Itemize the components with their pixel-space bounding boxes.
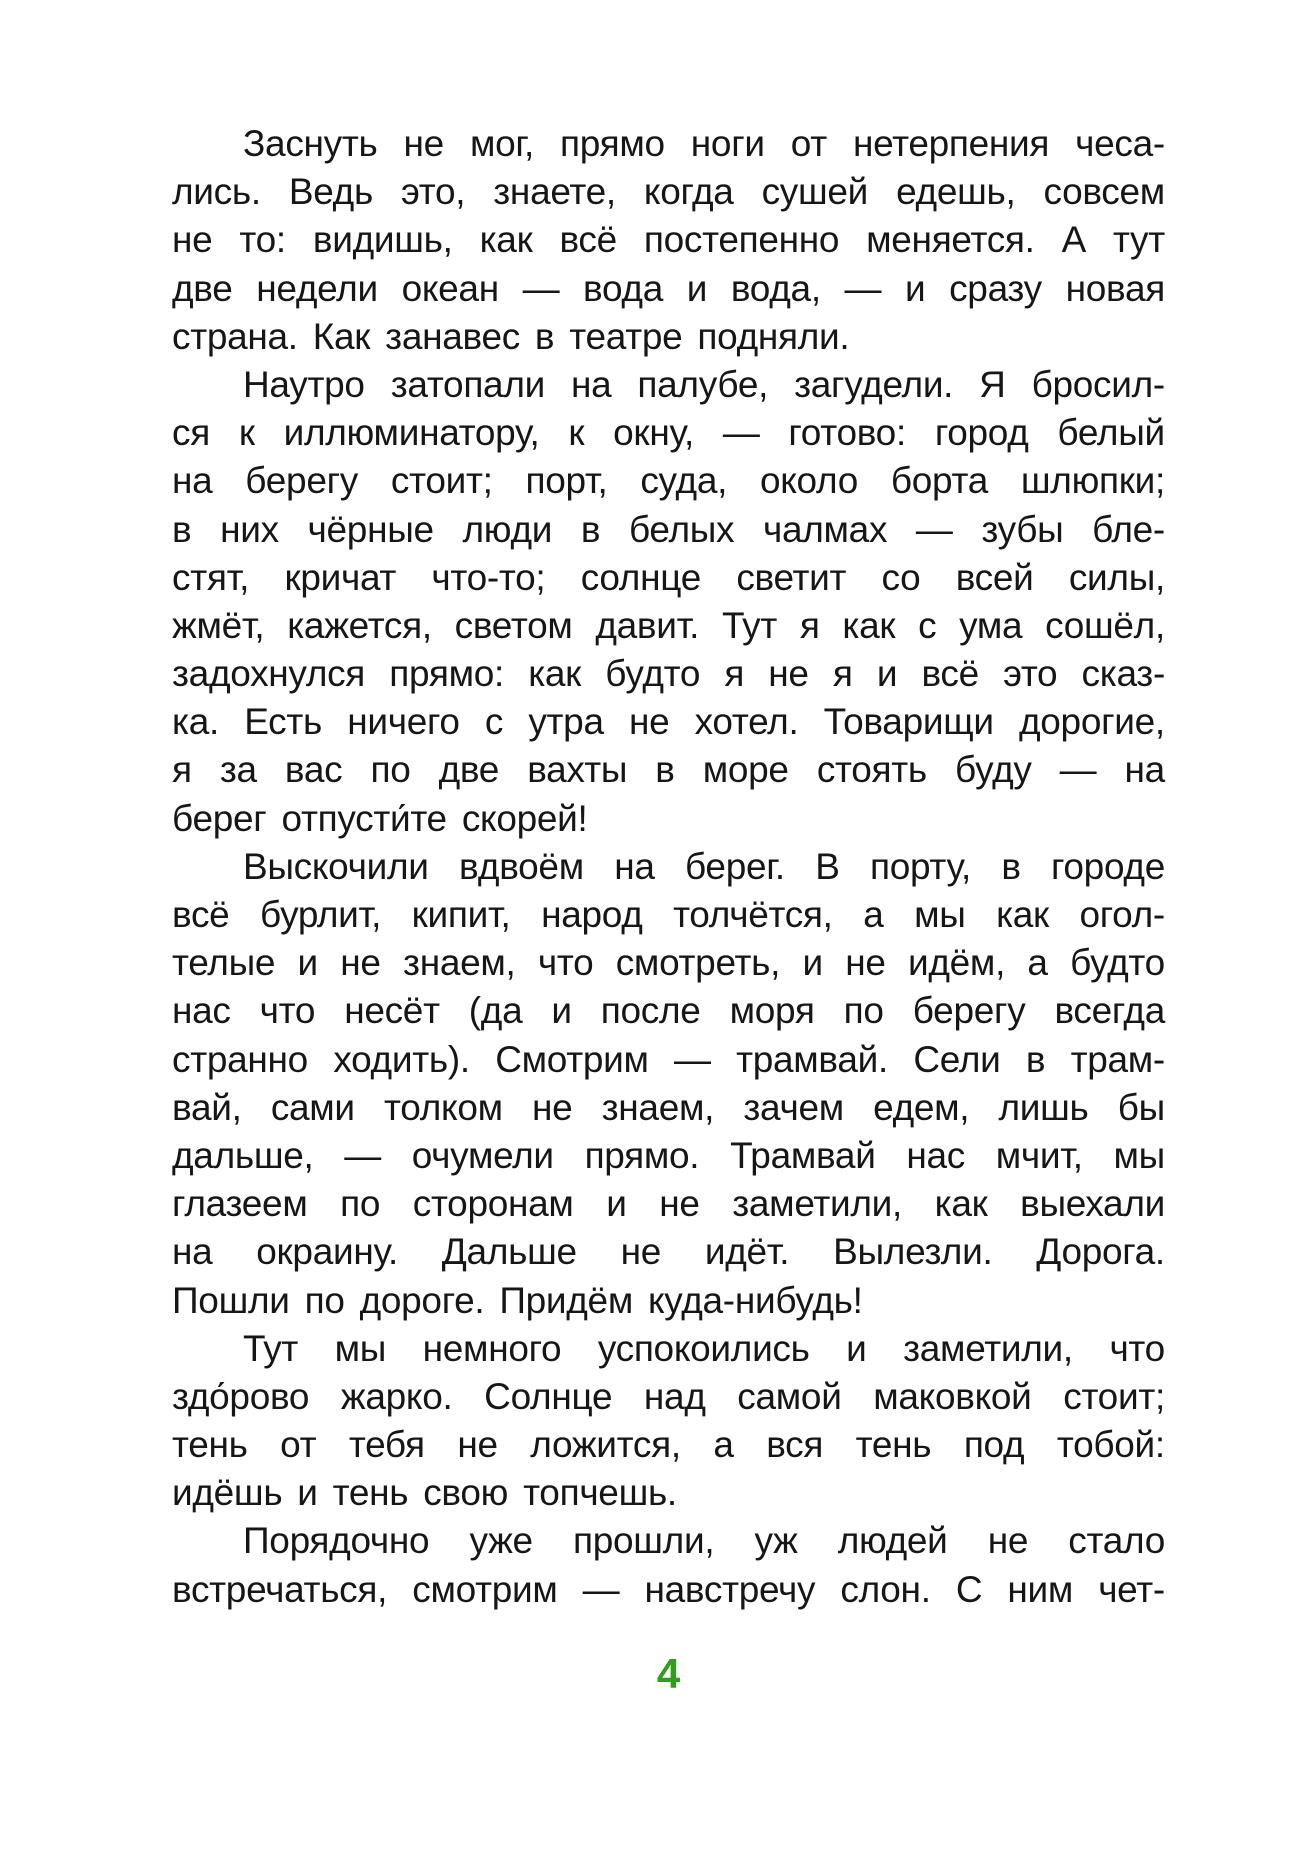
word: две — [438, 749, 500, 791]
word: очумели — [411, 1134, 554, 1176]
word: как — [996, 894, 1049, 935]
word: недели — [256, 267, 378, 309]
word: всё — [921, 653, 979, 695]
word: море — [702, 749, 789, 791]
word: по — [370, 749, 411, 791]
text-line: идёшь и тень свою топчешь. — [172, 1472, 677, 1514]
word: вдвоём — [458, 845, 584, 887]
text-line — [172, 168, 1165, 216]
word: что — [1109, 1327, 1165, 1369]
word: со — [881, 556, 921, 598]
word: лись. — [172, 171, 261, 213]
word: не — [403, 123, 444, 164]
word: берегу — [245, 460, 359, 502]
text-line: Пошли по дороге. Придём куда-нибудь! — [172, 1279, 863, 1321]
word: и — [876, 653, 898, 695]
word: берегу — [912, 990, 1026, 1032]
word: — — [582, 1568, 620, 1610]
word: всей — [955, 556, 1034, 598]
word: идёт. — [704, 1231, 790, 1273]
word: как — [479, 219, 533, 261]
word: зачем — [743, 1086, 844, 1128]
word: это, — [400, 171, 466, 213]
word: стят, — [172, 556, 250, 598]
text-line — [172, 1325, 1165, 1373]
word: с — [918, 604, 937, 646]
word: сушей — [761, 171, 869, 213]
word: и — [846, 1327, 867, 1369]
word: идём, — [908, 942, 1006, 984]
word: — — [915, 508, 953, 550]
word: и — [802, 942, 823, 984]
word: и — [551, 990, 572, 1032]
word: прямо. — [584, 1134, 700, 1176]
word: едешь, — [896, 171, 1016, 213]
word: Дорога. — [1036, 1231, 1165, 1273]
word: вода — [583, 267, 664, 309]
word: всё — [559, 219, 617, 261]
text-block — [172, 120, 1165, 1614]
word: это — [1003, 653, 1058, 695]
text-line: берег отпусти́те скорей! — [172, 797, 588, 839]
text-line — [172, 554, 1165, 602]
text-line — [172, 1036, 1165, 1084]
word: заметили, — [903, 1327, 1073, 1369]
word: Есть — [244, 701, 322, 743]
word: кричат — [284, 556, 397, 598]
word: не — [768, 653, 809, 695]
word: иллюминатору, — [283, 412, 540, 454]
word: и — [904, 267, 926, 309]
word: на — [172, 1231, 213, 1273]
word: — — [674, 1038, 711, 1080]
word: ка. — [172, 701, 219, 743]
word: в — [580, 508, 601, 550]
word: Дальше — [441, 1231, 577, 1273]
word: около — [759, 460, 858, 502]
word: несёт — [344, 990, 440, 1032]
word: жмёт, — [172, 604, 265, 646]
word: ничего — [347, 701, 460, 743]
word: хотел. — [694, 701, 799, 743]
word: на — [614, 845, 655, 887]
text-line — [172, 602, 1165, 650]
word: В — [815, 845, 840, 887]
text-line — [172, 1517, 1165, 1565]
word: лишь — [998, 1086, 1089, 1128]
word: — — [844, 267, 882, 309]
word: солнце — [580, 556, 701, 598]
word: в — [1001, 845, 1021, 887]
text-line — [172, 265, 1165, 313]
word: толчётся, — [673, 894, 833, 935]
word: тебя — [348, 1424, 425, 1466]
word: бросил- — [1031, 363, 1165, 405]
word: что-то; — [431, 556, 546, 598]
word: что — [537, 942, 594, 984]
word: вода, — [730, 267, 821, 309]
word: окраину. — [256, 1231, 398, 1273]
word: Порядочно — [243, 1520, 430, 1562]
word: сами — [270, 1086, 355, 1128]
word: борта — [890, 460, 989, 502]
word: вахты — [527, 749, 628, 791]
text-line — [172, 1228, 1165, 1276]
word: как — [528, 653, 582, 695]
word: мы — [914, 894, 966, 935]
word: буду — [955, 749, 1032, 791]
word: палубе, — [637, 363, 769, 405]
word: трамвай. — [736, 1038, 888, 1080]
word: сошёл, — [1045, 604, 1165, 646]
word: народ — [541, 894, 643, 935]
word: две — [172, 267, 233, 309]
word: а — [1027, 942, 1048, 984]
word: мы — [334, 1327, 387, 1369]
word: глазеем — [172, 1183, 308, 1225]
word: — — [1059, 749, 1097, 791]
text-line: страна. Как занавес в театре подняли. — [172, 315, 850, 357]
word: тобой: — [1056, 1424, 1165, 1466]
word: зубы — [981, 508, 1064, 550]
word: на — [571, 363, 612, 405]
word: знаете, — [493, 171, 616, 213]
word: Трамвай — [730, 1134, 876, 1176]
text-line — [172, 698, 1165, 746]
text-line — [172, 843, 1165, 891]
word: Тут — [243, 1327, 299, 1369]
text-line — [172, 216, 1165, 264]
word: а — [863, 894, 884, 935]
word: Выскочили — [243, 845, 429, 887]
text-line — [172, 987, 1165, 1035]
word: не — [457, 1424, 498, 1466]
page-number: 4 — [656, 1650, 681, 1697]
word: берег. — [684, 845, 785, 887]
word: ума — [959, 604, 1023, 646]
word: С — [955, 1568, 983, 1610]
text-line — [172, 891, 1165, 939]
word: чёрные — [307, 508, 434, 550]
word: я — [724, 653, 745, 695]
word: Вылезли. — [833, 1231, 993, 1273]
word: над — [643, 1375, 706, 1417]
word: не — [340, 942, 381, 984]
word: стоит; — [1063, 1375, 1165, 1417]
word: чет- — [1098, 1568, 1165, 1610]
word: прошли, — [572, 1520, 715, 1562]
text-line — [172, 1084, 1165, 1132]
word: сказ- — [1081, 653, 1165, 695]
word: мог, — [469, 123, 535, 164]
word: Солнце — [484, 1375, 613, 1417]
word: вся — [766, 1424, 824, 1466]
word: в — [172, 508, 192, 550]
word: дорогие, — [1018, 701, 1165, 743]
word: от — [790, 123, 827, 164]
word: моря — [729, 990, 815, 1032]
word: город — [934, 412, 1029, 454]
word: я — [799, 604, 820, 646]
word: не — [659, 1183, 700, 1225]
word: к — [238, 412, 255, 454]
word: выехали — [1020, 1183, 1165, 1225]
word: в — [655, 749, 675, 791]
word: ложится, — [530, 1424, 681, 1466]
text-line — [172, 939, 1165, 987]
word: огол- — [1079, 894, 1165, 935]
word: городе — [1051, 845, 1165, 887]
word: вай, — [172, 1086, 242, 1128]
word: людей — [837, 1520, 948, 1562]
word: нас — [172, 990, 231, 1032]
word: и — [606, 1183, 627, 1225]
word: Я — [979, 363, 1006, 405]
word: светом — [454, 604, 573, 646]
word: стоит; — [390, 460, 493, 502]
word: когда — [643, 171, 734, 213]
word: смотрим — [412, 1568, 558, 1610]
word: дальше, — [172, 1134, 314, 1176]
word: здо́рово — [172, 1375, 310, 1417]
word: порту, — [869, 845, 971, 887]
word: задохнулся — [172, 653, 366, 695]
word: люди — [462, 508, 553, 550]
word: прямо: — [389, 653, 504, 695]
word: окну, — [613, 412, 694, 454]
word: уже — [469, 1520, 533, 1562]
word: а — [713, 1424, 734, 1466]
word: суда, — [640, 460, 728, 502]
word: как — [842, 604, 896, 646]
word: белых — [628, 508, 735, 550]
word: что — [259, 990, 316, 1032]
word: Товарищи — [823, 701, 994, 743]
word: по — [843, 990, 884, 1032]
word: белый — [1057, 412, 1165, 454]
word: сторонам — [412, 1183, 574, 1225]
word: с — [484, 701, 504, 743]
word: не — [620, 1231, 661, 1273]
word: будто — [1070, 942, 1165, 984]
word: нас — [906, 1134, 965, 1176]
word: и — [686, 267, 708, 309]
word: затопали — [390, 363, 545, 405]
word: мчит, — [995, 1134, 1083, 1176]
word: маковкой — [873, 1375, 1032, 1417]
word: толком — [384, 1086, 503, 1128]
word: вас — [284, 749, 343, 791]
word: утра — [528, 701, 604, 743]
word: океан — [401, 267, 499, 309]
text-line — [172, 506, 1165, 554]
word: после — [600, 990, 701, 1032]
text-line — [172, 1566, 1165, 1614]
word: них — [220, 508, 279, 550]
word: Сели — [913, 1038, 1001, 1080]
word: ходить). — [333, 1038, 470, 1080]
word: чалмах — [762, 508, 888, 550]
word: (да — [468, 990, 523, 1032]
word: самой — [737, 1375, 842, 1417]
word: в — [1025, 1038, 1046, 1080]
word: светит — [736, 556, 847, 598]
word: Смотрим — [495, 1038, 649, 1080]
word: на — [1124, 749, 1165, 791]
word: на — [172, 460, 213, 502]
word: — — [344, 1134, 381, 1176]
word: ся — [172, 412, 210, 454]
text-line — [172, 1132, 1165, 1180]
word: Заснуть — [243, 123, 378, 164]
word: успокоились — [597, 1327, 810, 1369]
word: не — [628, 701, 670, 743]
word: тень — [855, 1424, 932, 1466]
word: совсем — [1043, 171, 1165, 213]
word: постепенно — [643, 219, 840, 261]
word: от — [280, 1424, 317, 1466]
word: загудели. — [794, 363, 954, 405]
text-line — [172, 1373, 1165, 1421]
word: кажется, — [287, 604, 432, 646]
word: трам- — [1070, 1038, 1165, 1080]
word: силы, — [1068, 556, 1165, 598]
word: я — [172, 749, 192, 791]
word: видишь, — [312, 219, 453, 261]
word: под — [963, 1424, 1025, 1466]
text-line — [172, 120, 1165, 168]
word: бле- — [1092, 508, 1165, 550]
word: чеса- — [1075, 123, 1165, 164]
word: едем, — [873, 1086, 970, 1128]
text-line — [172, 1421, 1165, 1469]
text-line — [172, 746, 1165, 794]
word: заметили, — [732, 1183, 903, 1225]
word: готово: — [788, 412, 906, 454]
word: смотреть, — [615, 942, 781, 984]
text-line — [172, 361, 1165, 409]
word: уж — [754, 1520, 798, 1562]
word: кипит, — [411, 894, 511, 935]
word: телые — [172, 942, 276, 984]
word: не — [845, 942, 886, 984]
word: ноги — [690, 123, 765, 164]
text-line — [172, 457, 1165, 505]
word: мы — [1113, 1134, 1165, 1176]
word: за — [219, 749, 257, 791]
word: встречаться, — [172, 1568, 388, 1610]
word: по — [340, 1183, 381, 1225]
word: — — [522, 267, 560, 309]
text-line — [172, 409, 1165, 457]
word: новая — [1065, 267, 1165, 309]
word: прямо — [560, 123, 665, 164]
word: стало — [1068, 1520, 1165, 1562]
text-line — [172, 1180, 1165, 1228]
word: нетерпения — [852, 123, 1050, 164]
word: знаем, — [601, 1086, 715, 1128]
word: не — [987, 1520, 1029, 1562]
word: сразу — [949, 267, 1042, 309]
word: не — [172, 219, 213, 261]
word: Тут — [721, 604, 778, 646]
word: то: — [239, 219, 286, 261]
word: Ведь — [288, 171, 373, 213]
word: слон. — [840, 1568, 931, 1610]
word: знаем, — [403, 942, 516, 984]
word: бурлит, — [259, 894, 382, 935]
word: А — [1061, 219, 1086, 261]
word: тень — [172, 1424, 248, 1466]
word: будто — [605, 653, 701, 695]
word: странно — [172, 1038, 308, 1080]
word: порт, — [525, 460, 608, 502]
word: немного — [422, 1327, 562, 1369]
word: всегда — [1054, 990, 1165, 1032]
word: и — [297, 942, 318, 984]
word: не — [531, 1086, 573, 1128]
word: бы — [1117, 1086, 1165, 1128]
word: жарко. — [340, 1375, 453, 1417]
word: навстречу — [644, 1568, 816, 1610]
text-line — [172, 650, 1165, 698]
word: всё — [172, 894, 230, 935]
word: ним — [1007, 1568, 1074, 1610]
word: — — [722, 412, 760, 454]
word: я — [832, 653, 853, 695]
word: тут — [1112, 219, 1165, 261]
word: Наутро — [243, 363, 365, 405]
word: как — [934, 1183, 988, 1225]
word: к — [568, 412, 585, 454]
word: стоять — [816, 749, 927, 791]
word: шлюпки; — [1020, 460, 1165, 502]
word: давит. — [595, 604, 700, 646]
word: меняется. — [866, 219, 1035, 261]
